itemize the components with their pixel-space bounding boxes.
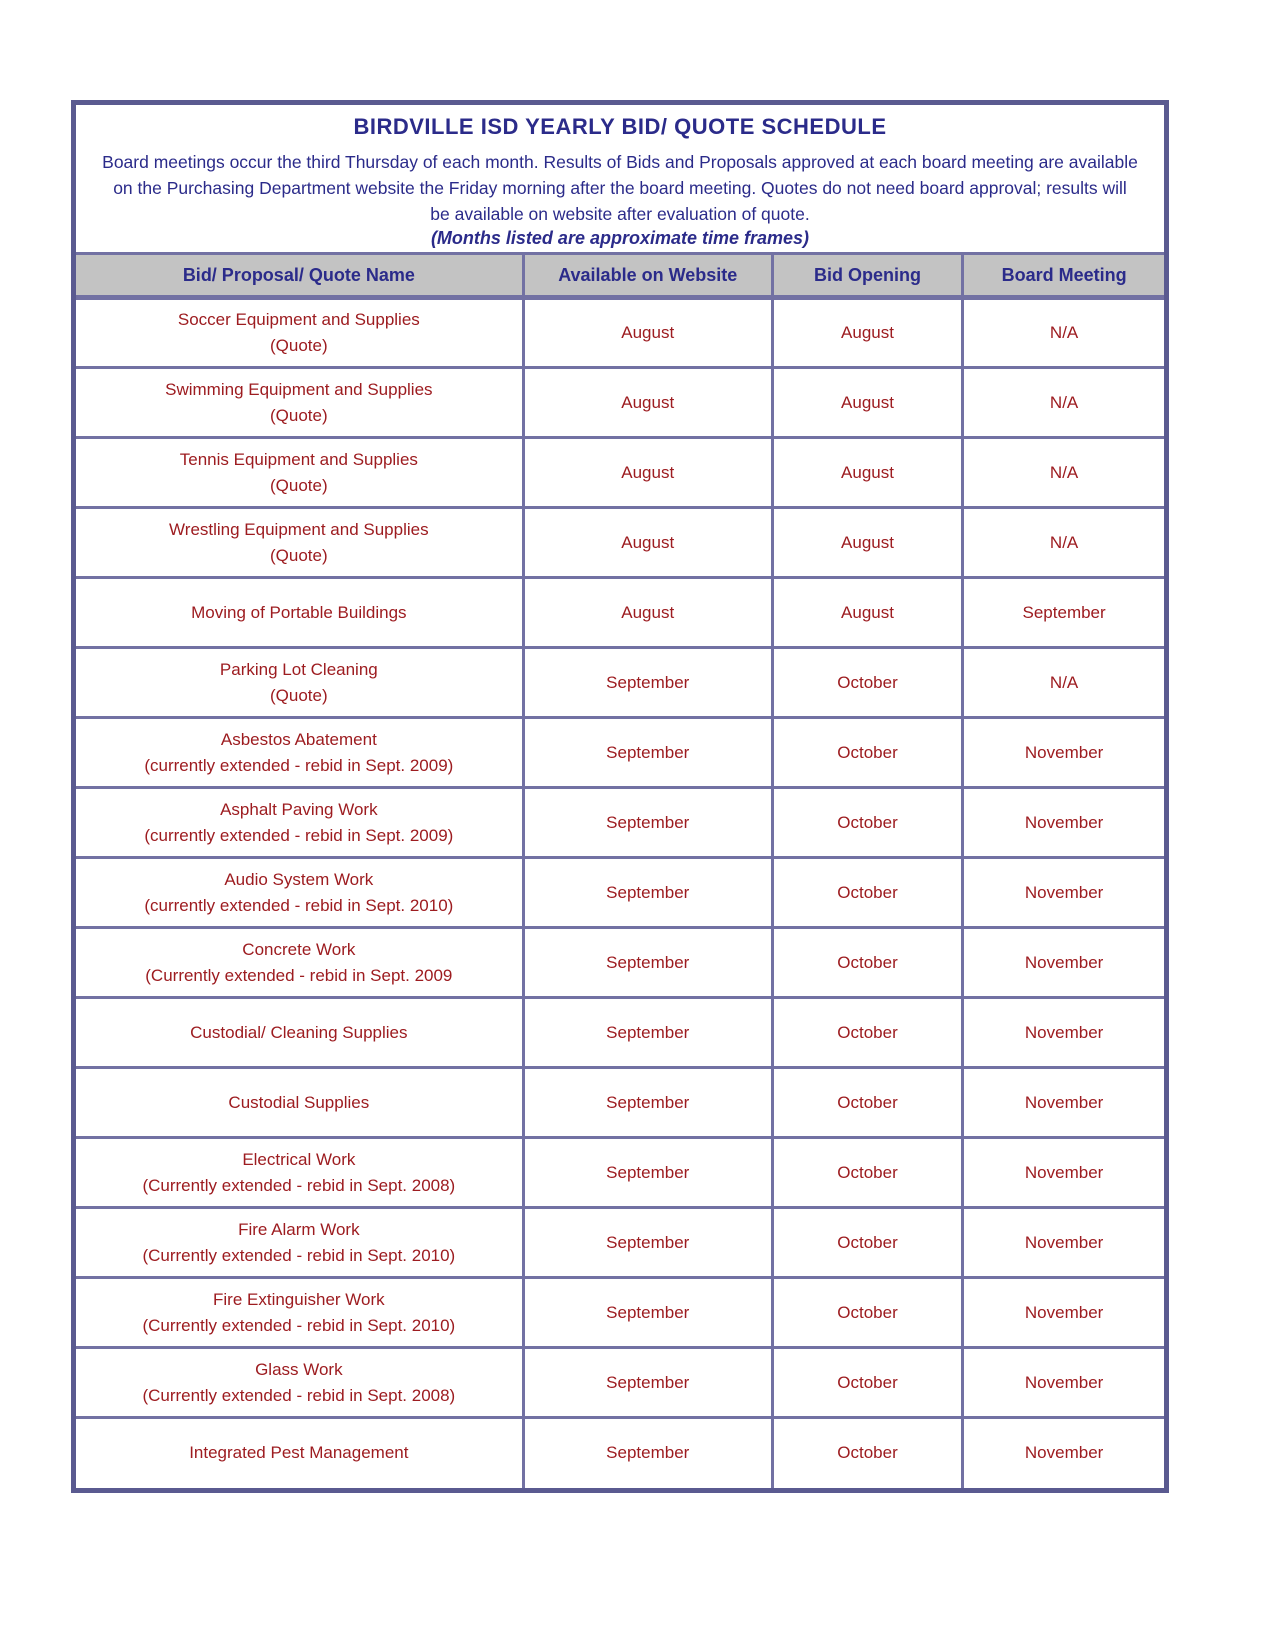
board-meeting-cell: November bbox=[963, 1208, 1164, 1278]
bid-name-line: (Quote) bbox=[270, 336, 328, 355]
table-row bbox=[76, 648, 1164, 718]
column-header-bid-name: Bid/ Proposal/ Quote Name bbox=[76, 254, 523, 298]
bid-opening-cell: October bbox=[772, 1418, 962, 1488]
table-row bbox=[76, 298, 1164, 368]
available-on-website-cell: September bbox=[523, 1348, 772, 1418]
column-header-bid-opening: Bid Opening bbox=[772, 254, 962, 298]
bid-opening-cell: October bbox=[772, 788, 962, 858]
table-row bbox=[76, 1138, 1164, 1208]
bid-quote-schedule-table bbox=[76, 252, 1164, 1488]
board-meeting-cell: N/A bbox=[963, 298, 1164, 368]
available-on-website-cell: September bbox=[523, 928, 772, 998]
page-title: BIRDVILLE ISD YEARLY BID/ QUOTE SCHEDULE bbox=[353, 114, 887, 139]
bid-name-line: Custodial Supplies bbox=[228, 1092, 370, 1112]
bid-name-line: Swimming Equipment and Supplies bbox=[165, 379, 433, 399]
table-row bbox=[76, 788, 1164, 858]
bid-name-cell bbox=[76, 718, 523, 788]
bid-name-cell bbox=[76, 1278, 523, 1348]
bid-name-line: (Currently extended - rebid in Sept. 2009 bbox=[145, 965, 453, 985]
schedule-document bbox=[71, 100, 1169, 1493]
bid-opening-cell: August bbox=[772, 298, 962, 368]
bid-name-line: (Currently extended - rebid in Sept. 2010) bbox=[142, 1245, 456, 1265]
table-row bbox=[76, 858, 1164, 928]
bid-name-cell bbox=[76, 928, 523, 998]
board-meeting-cell: November bbox=[963, 858, 1164, 928]
bid-name-cell bbox=[76, 998, 523, 1068]
bid-name-line: Integrated Pest Management bbox=[189, 1443, 409, 1463]
available-on-website-cell: August bbox=[523, 578, 772, 648]
board-meeting-cell: November bbox=[963, 718, 1164, 788]
bid-name-cell bbox=[76, 578, 523, 648]
board-meeting-cell: N/A bbox=[963, 438, 1164, 508]
bid-opening-cell: August bbox=[772, 368, 962, 438]
bid-name-line: (Quote) bbox=[270, 685, 328, 705]
bid-name-line: (Quote) bbox=[270, 405, 328, 425]
table-row bbox=[76, 928, 1164, 998]
table-row bbox=[76, 718, 1164, 788]
bid-name-line: Soccer Equipment and Supplies bbox=[177, 310, 420, 329]
bid-name-cell bbox=[76, 368, 523, 438]
board-meeting-cell: N/A bbox=[963, 648, 1164, 718]
bid-opening-cell: October bbox=[772, 998, 962, 1068]
bid-name-line: Asphalt Paving Work bbox=[220, 799, 378, 819]
bid-name-line: (currently extended - rebid in Sept. 2009) bbox=[144, 825, 454, 845]
bid-name-cell bbox=[76, 1348, 523, 1418]
table-row bbox=[76, 998, 1164, 1068]
table-row bbox=[76, 1348, 1164, 1418]
bid-name-line: Wrestling Equipment and Supplies bbox=[169, 519, 429, 539]
bid-name-line: Parking Lot Cleaning bbox=[219, 659, 378, 679]
available-on-website-cell: September bbox=[523, 718, 772, 788]
bid-name-line: Fire Alarm Work bbox=[238, 1219, 360, 1239]
available-on-website-cell: September bbox=[523, 1068, 772, 1138]
board-meeting-cell: September bbox=[963, 578, 1164, 648]
column-header-board-meeting: Board Meeting bbox=[963, 254, 1164, 298]
board-meeting-cell: November bbox=[963, 928, 1164, 998]
table-row bbox=[76, 1278, 1164, 1348]
available-on-website-cell: September bbox=[523, 1138, 772, 1208]
available-on-website-cell: September bbox=[523, 1418, 772, 1488]
bid-opening-cell: October bbox=[772, 1138, 962, 1208]
available-on-website-cell: September bbox=[523, 998, 772, 1068]
board-meeting-cell: November bbox=[963, 1068, 1164, 1138]
bid-opening-cell: August bbox=[772, 508, 962, 578]
board-meeting-cell: N/A bbox=[963, 368, 1164, 438]
bid-name-line: Electrical Work bbox=[242, 1149, 356, 1169]
table-row bbox=[76, 1208, 1164, 1278]
bid-opening-cell: October bbox=[772, 1348, 962, 1418]
board-meeting-cell: N/A bbox=[963, 508, 1164, 578]
bid-name-line: Custodial/ Cleaning Supplies bbox=[190, 1022, 408, 1042]
bid-name-line: Glass Work bbox=[255, 1359, 343, 1379]
table-row bbox=[76, 1418, 1164, 1488]
table-row bbox=[76, 1068, 1164, 1138]
available-on-website-cell: September bbox=[523, 1208, 772, 1278]
bid-name-cell bbox=[76, 438, 523, 508]
bid-opening-cell: October bbox=[772, 1068, 962, 1138]
table-row bbox=[76, 368, 1164, 438]
bid-opening-cell: October bbox=[772, 648, 962, 718]
available-on-website-cell: August bbox=[523, 508, 772, 578]
bid-name-line: (currently extended - rebid in Sept. 2009) bbox=[144, 755, 454, 775]
available-on-website-cell: September bbox=[523, 1278, 772, 1348]
bid-name-line: Tennis Equipment and Supplies bbox=[179, 449, 418, 469]
bid-opening-cell: August bbox=[772, 438, 962, 508]
bid-name-line: (Currently extended - rebid in Sept. 2008) bbox=[142, 1175, 456, 1195]
table-row bbox=[76, 578, 1164, 648]
available-on-website-cell: August bbox=[523, 368, 772, 438]
bid-name-line: Asbestos Abatement bbox=[220, 729, 377, 749]
intro-box bbox=[76, 105, 1164, 252]
bid-name-line: (Quote) bbox=[270, 545, 328, 565]
table-row bbox=[76, 438, 1164, 508]
available-on-website-cell: September bbox=[523, 648, 772, 718]
bid-name-cell bbox=[76, 508, 523, 578]
bid-name-cell bbox=[76, 1068, 523, 1138]
bid-name-cell bbox=[76, 648, 523, 718]
bid-opening-cell: October bbox=[772, 928, 962, 998]
bid-name-cell bbox=[76, 858, 523, 928]
bid-name-line: (Quote) bbox=[270, 475, 328, 495]
bid-name-line: (Currently extended - rebid in Sept. 2008) bbox=[142, 1385, 456, 1405]
bid-name-line: (currently extended - rebid in Sept. 2010) bbox=[144, 895, 454, 915]
bid-name-cell bbox=[76, 1138, 523, 1208]
bid-opening-cell: October bbox=[772, 1278, 962, 1348]
bid-opening-cell: August bbox=[772, 578, 962, 648]
bid-name-line: Audio System Work bbox=[224, 869, 374, 889]
table-header-row bbox=[76, 254, 1164, 298]
bid-name-line: Fire Extinguisher Work bbox=[213, 1289, 385, 1309]
board-meeting-cell: November bbox=[963, 788, 1164, 858]
bid-name-cell bbox=[76, 1208, 523, 1278]
board-meeting-cell: November bbox=[963, 998, 1164, 1068]
bid-name-line: Moving of Portable Buildings bbox=[191, 602, 407, 622]
table-row bbox=[76, 508, 1164, 578]
bid-opening-cell: October bbox=[772, 858, 962, 928]
available-on-website-cell: August bbox=[523, 438, 772, 508]
bid-name-line: Concrete Work bbox=[242, 939, 356, 959]
available-on-website-cell: August bbox=[523, 298, 772, 368]
bid-opening-cell: October bbox=[772, 718, 962, 788]
board-meeting-cell: November bbox=[963, 1348, 1164, 1418]
available-on-website-cell: September bbox=[523, 858, 772, 928]
bid-name-line: (Currently extended - rebid in Sept. 2010) bbox=[142, 1315, 456, 1335]
intro-paragraph: Board meetings occur the third Thursday of each month. Results of Bids and Proposals approved at each board meeting are available on the Purchasing Department website the Friday morning after the board meeting. Quotes do not need board approval; results will be available on website after evaluation of quote. bbox=[102, 152, 1138, 224]
available-on-website-cell: September bbox=[523, 788, 772, 858]
bid-name-cell bbox=[76, 1418, 523, 1488]
board-meeting-cell: November bbox=[963, 1418, 1164, 1488]
board-meeting-cell: November bbox=[963, 1138, 1164, 1208]
board-meeting-cell: November bbox=[963, 1278, 1164, 1348]
bid-name-cell bbox=[76, 298, 523, 368]
bid-name-cell bbox=[76, 788, 523, 858]
timeframe-note: (Months listed are approximate time frames) bbox=[430, 228, 810, 248]
column-header-available-on-website: Available on Website bbox=[523, 254, 772, 298]
bid-opening-cell: October bbox=[772, 1208, 962, 1278]
